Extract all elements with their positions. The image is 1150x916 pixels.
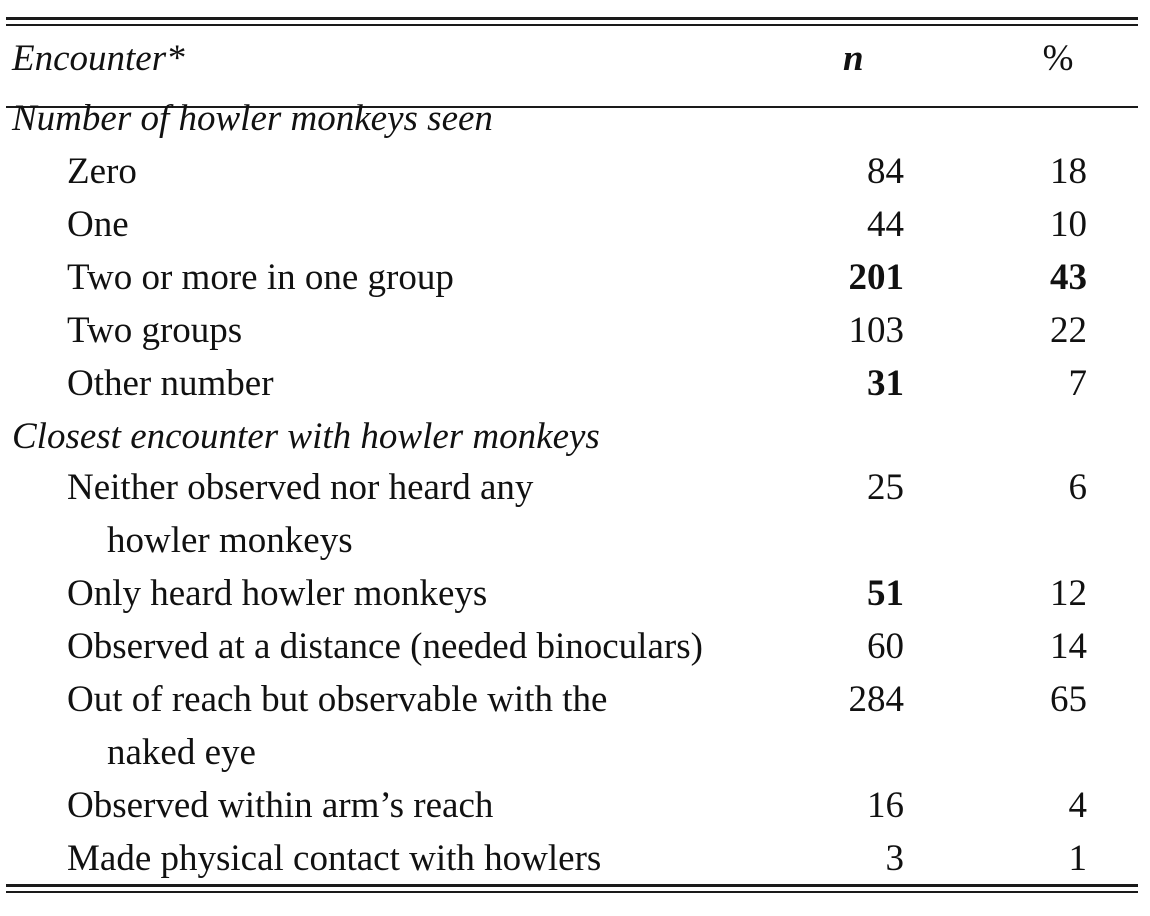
row-n: 51	[867, 573, 904, 614]
row-n: 84	[867, 151, 904, 192]
row-percent: 22	[1050, 310, 1087, 351]
row-n: 31	[867, 363, 904, 404]
row-n: 60	[867, 626, 904, 667]
row-label: Made physical contact with howlers	[67, 838, 602, 879]
header-encounter: Encounter*	[12, 38, 185, 79]
row-label-line2: naked eye	[107, 732, 256, 773]
row-percent: 1	[1068, 838, 1087, 879]
row-label: Other number	[67, 363, 274, 404]
row-label: Zero	[67, 151, 137, 192]
row-label: Observed at a distance (needed binoculars)	[67, 626, 703, 667]
row-label	[67, 461, 533, 567]
row-percent: 18	[1050, 151, 1087, 192]
row-n: 44	[867, 204, 904, 245]
row-n: 201	[848, 257, 904, 298]
row-percent: 10	[1050, 204, 1087, 245]
section-title-closest-encounter: Closest encounter with howler monkeys	[12, 416, 600, 457]
row-label	[67, 673, 607, 779]
row-percent: 14	[1050, 626, 1087, 667]
row-percent: 7	[1068, 363, 1087, 404]
row-n: 25	[867, 467, 904, 508]
row-n: 284	[848, 679, 904, 720]
row-label-line1: Out of reach but observable with the	[67, 679, 608, 720]
row-n: 103	[848, 310, 904, 351]
row-label: One	[67, 204, 129, 245]
row-percent: 12	[1050, 573, 1087, 614]
table-top-rule	[6, 17, 1138, 20]
row-label: Observed within arm’s reach	[67, 785, 494, 826]
header-percent: %	[1042, 38, 1074, 79]
row-percent: 43	[1050, 257, 1087, 298]
row-label: Two groups	[67, 310, 243, 351]
row-label: Two or more in one group	[67, 257, 454, 298]
row-percent: 65	[1050, 679, 1087, 720]
table-bottom-rule	[6, 884, 1138, 887]
section-title-number-seen: Number of howler monkeys seen	[12, 98, 493, 139]
row-label: Only heard howler monkeys	[67, 573, 488, 614]
row-percent: 6	[1068, 467, 1087, 508]
table-header-row	[0, 32, 1150, 92]
table-top-rule-inner	[6, 24, 1138, 26]
header-n: n	[843, 38, 864, 79]
row-label-line2: howler monkeys	[107, 520, 353, 561]
row-n: 3	[885, 838, 904, 879]
table-bottom-rule-inner	[6, 891, 1138, 893]
row-percent: 4	[1068, 785, 1087, 826]
row-label-line1: Neither observed nor heard any	[67, 467, 534, 508]
row-n: 16	[867, 785, 904, 826]
